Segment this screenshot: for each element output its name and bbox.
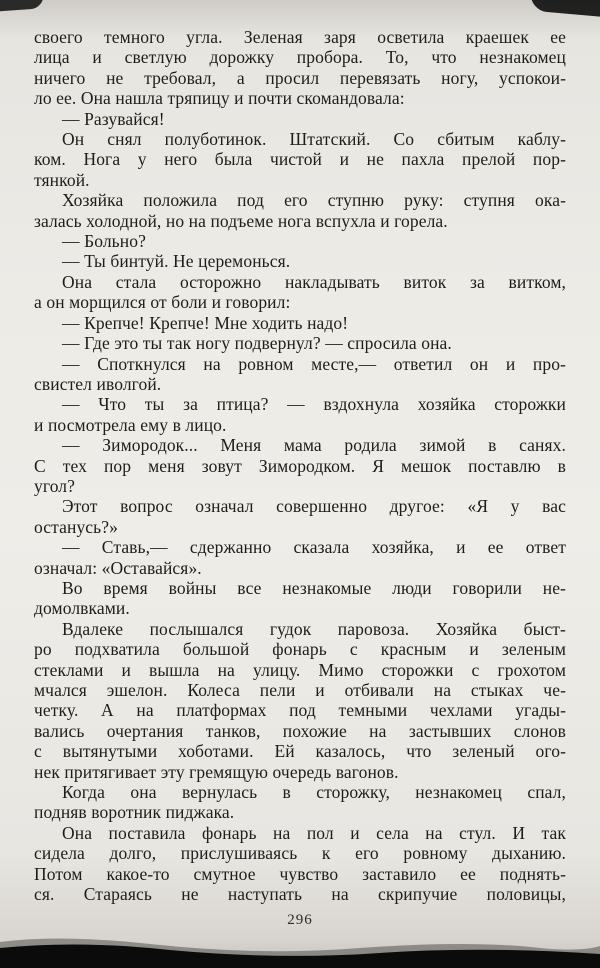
paragraph <box>34 251 566 271</box>
text-line: четку. А на платформах под темными чехлами угады- <box>34 700 566 721</box>
text-line: нек притягивает эту гремящую очередь вагонов. <box>34 761 399 782</box>
text-line: стеклами и вышла на улицу. Мимо сторожки с грохотом <box>34 659 566 680</box>
text-line: залась холодной, но на подъеме нога вспухла и горела. <box>34 210 448 231</box>
text-line: свистел иволгой. <box>34 373 162 394</box>
text-line: — Больно? <box>62 231 146 252</box>
text-line: вались очертания танков, похожие на застывших слонов <box>34 720 566 741</box>
text-line: — Крепче! Крепче! Мне ходить надо! <box>62 312 349 333</box>
text-line: Вдалеке послышался гудок паровоза. Хозяйка быст- <box>62 618 566 639</box>
text-line: сидела долго, прислушиваясь к его ровному дыханию. <box>34 843 566 864</box>
text-line: означал: «Оставайся». <box>34 557 202 578</box>
paragraph <box>34 578 566 619</box>
paragraph <box>34 129 566 190</box>
text-line: тянкой. <box>34 169 90 190</box>
scan-artifact-top-left <box>0 0 44 12</box>
text-line: останусь?» <box>34 516 118 537</box>
paragraph <box>34 496 566 537</box>
text-line: и посмотрела ему в лицо. <box>34 414 227 435</box>
text-line: — Зимородок... Меня мама родила зимой в санях. <box>62 435 566 456</box>
text-line: угол? <box>34 475 76 496</box>
paragraph <box>34 27 566 109</box>
paragraph <box>34 313 566 333</box>
text-line: а он морщился от боли и говорил: <box>34 292 291 313</box>
paragraph <box>34 109 566 129</box>
text-line: — Ты бинтуй. Не церемонься. <box>62 251 291 272</box>
text-line: — Что ты за птица? — вздохнула хозяйка сторожки <box>62 394 566 415</box>
text-line: ничего не требовал, а просил перевязать ногу, успокои- <box>34 67 566 88</box>
paragraph <box>34 333 566 353</box>
text-line: С тех пор меня зовут Зимородком. Я мешок поставлю в <box>34 455 566 476</box>
paragraph <box>34 537 566 578</box>
paragraph <box>34 394 566 435</box>
text-line: ком. Нога у него была чистой и не пахла прелой пор- <box>34 149 566 170</box>
paragraph <box>34 190 566 231</box>
paragraph <box>34 435 566 496</box>
page-text <box>34 27 566 904</box>
text-line: ро подхватила большой фонарь с красным и зеленым <box>34 639 566 660</box>
paragraph <box>34 272 566 313</box>
paragraph <box>34 354 566 395</box>
text-line: — Разувайся! <box>62 108 165 129</box>
text-line: с вытянутыми хоботами. Ей казалось, что зеленый ого- <box>34 741 566 762</box>
text-line: ся. Стараясь не наступать на скрипучие половицы, <box>34 884 566 905</box>
text-line: Этот вопрос означал совершенно другое: «Я у вас <box>62 496 566 517</box>
paragraph <box>34 782 566 823</box>
text-line: Хозяйка положила под его ступню руку: ступня ока- <box>62 190 566 211</box>
page-number: 296 <box>287 912 313 928</box>
text-line: Она стала осторожно накладывать виток за витком, <box>62 271 566 292</box>
text-line: — Ставь,— сдержанно сказала хозяйка, и ее ответ <box>62 537 566 558</box>
text-line: мчался эшелон. Колеса пели и отбивали на стыках че- <box>34 680 566 700</box>
paragraph <box>34 231 566 251</box>
text-line: Когда она вернулась в сторожку, незнакомец спал, <box>62 782 566 803</box>
text-line: подняв воротник пиджака. <box>34 802 235 823</box>
text-line: Она поставила фонарь на пол и села на стул. И так <box>62 822 566 843</box>
text-line: своего темного угла. Зеленая заря осветила краешек ее <box>34 27 566 47</box>
paragraph <box>34 619 566 782</box>
paragraph <box>34 823 566 905</box>
text-line: Во время войны все незнакомые люди говорили не- <box>62 577 566 598</box>
scan-artifact-top-right <box>529 0 600 17</box>
text-line: Он снял полуботинок. Штатский. Со сбитым каблу- <box>62 129 566 150</box>
text-line: лица и светлую дорожку пробора. То, что незнакомец <box>34 47 566 68</box>
text-line: Потом какое-то смутное чувство заставило ее поднять- <box>34 863 566 884</box>
text-line: — Споткнулся на ровном месте,— ответил он и про- <box>62 353 566 374</box>
scan-artifact-bottom <box>0 934 600 968</box>
text-line: — Где это ты так ногу подвернул? — спросила она. <box>62 333 452 354</box>
text-line: домолвками. <box>34 598 130 619</box>
text-line: ло ее. Она нашла тряпицу и почти скомандовала: <box>34 88 405 109</box>
